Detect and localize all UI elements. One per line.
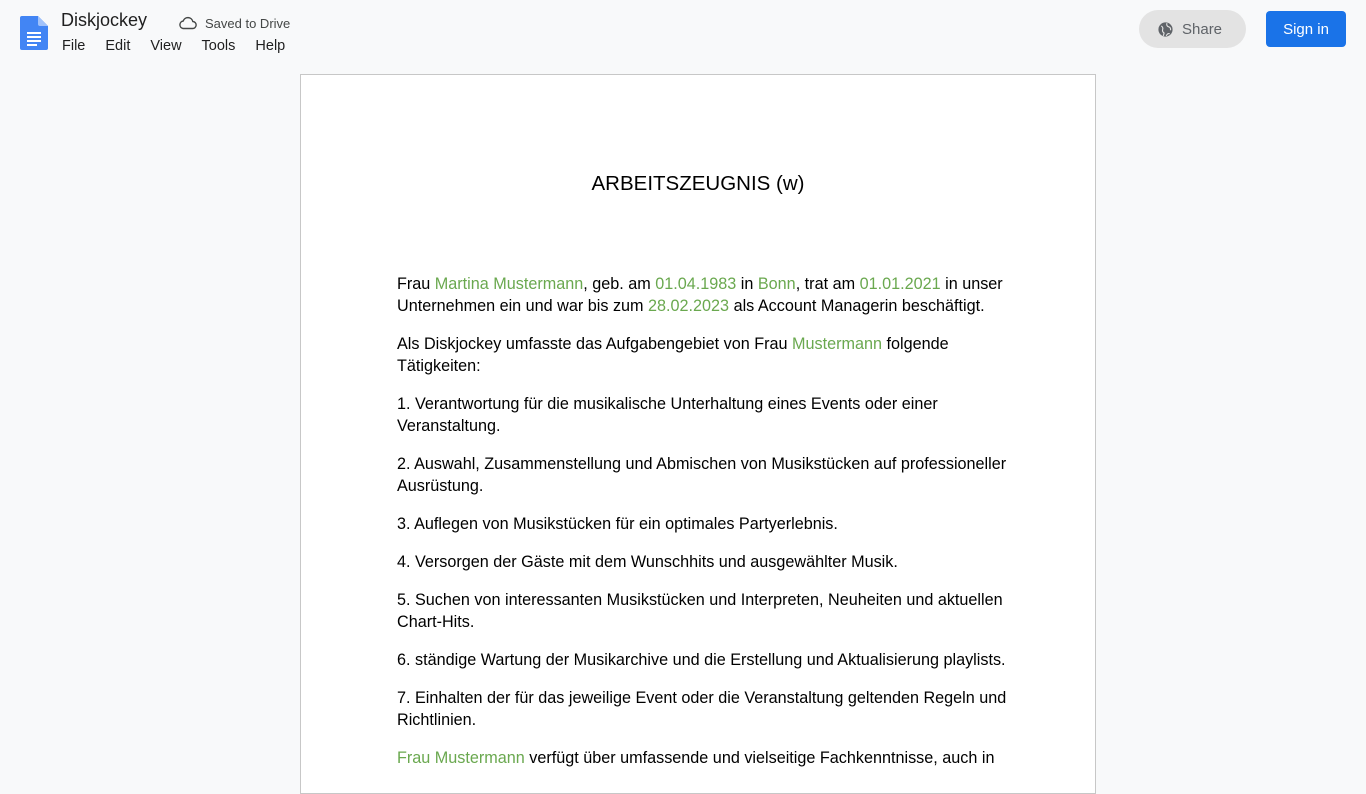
intro-paragraph: Frau Martina Mustermann, geb. am 01.04.1983 in Bonn, trat am 01.01.2021 in unser Unternehmen ein und war bis zum 28.02.2023 als Account Managerin beschäftigt. [397,275,1003,315]
docs-icon[interactable] [20,16,48,50]
employee-name: Frau Mustermann [397,749,525,767]
end-date: 28.02.2023 [648,297,730,315]
globe-icon [1157,21,1174,38]
task-item: 1. Verantwortung für die musikalische Unterhaltung eines Events oder einer Veranstaltung. [397,395,938,435]
sign-in-button[interactable]: Sign in [1266,11,1346,47]
task-item: 5. Suchen von interessanten Musikstücken und Interpreten, Neuheiten und aktuellen Chart-Hits. [397,591,1003,631]
menu-view[interactable]: View [150,38,182,54]
document-heading: ARBEITSZEUGNIS (w) [591,172,805,195]
cloud-saved-icon [178,16,197,30]
top-bar [0,0,1366,64]
birth-date: 01.04.1983 [655,275,737,293]
start-date: 01.01.2021 [859,275,941,293]
task-item: 3. Auflegen von Musikstücken für ein optimales Partyerlebnis. [397,515,838,533]
save-status [178,14,290,32]
task-item: 4. Versorgen der Gäste mit dem Wunschhits und ausgewählter Musik. [397,553,898,571]
menu-help[interactable]: Help [255,38,286,54]
menu-edit[interactable]: Edit [105,38,131,54]
menu-file[interactable]: File [62,38,86,54]
document-body [397,273,1012,785]
birth-city: Bonn [757,275,796,293]
task-item: 7. Einhalten der für das jeweilige Event oder die Veranstaltung geltenden Regeln und Richtlinien. [397,689,1007,729]
document-title[interactable]: Diskjockey [61,10,148,30]
share-label: Share [1182,20,1223,38]
skills-paragraph: Frau Mustermann verfügt über umfassende und vielseitige Fachkenntnisse, auch in [397,749,995,767]
task-item: 2. Auswahl, Zusammenstellung und Abmischen von Musikstücken auf professioneller Ausrüstung. [397,455,1007,495]
employee-surname: Mustermann [792,335,882,353]
save-status-label: Saved to Drive [205,15,291,31]
menu-tools[interactable]: Tools [201,38,236,54]
employee-name: Martina Mustermann [434,275,584,293]
duties-intro: Als Diskjockey umfasste das Aufgabengebiet von Frau Mustermann folgende Tätigkeiten: [397,335,949,375]
task-item: 6. ständige Wartung der Musikarchive und die Erstellung und Aktualisierung playlists. [397,651,1006,669]
share-button[interactable] [1139,10,1246,48]
menu-bar [52,37,295,55]
